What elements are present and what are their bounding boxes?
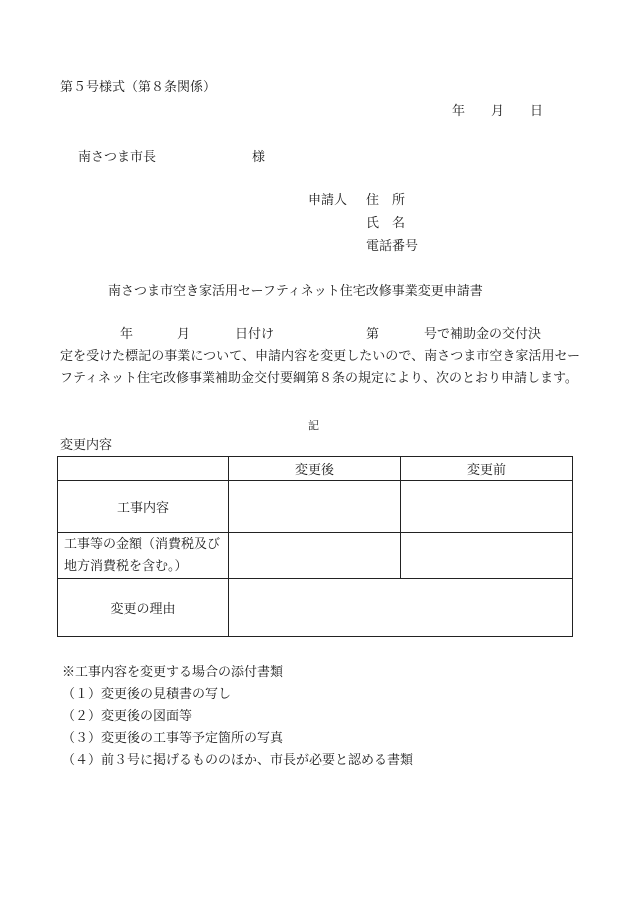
change-table bbox=[57, 456, 573, 637]
notes-item-1: （１）変更後の見積書の写し bbox=[62, 687, 232, 702]
row-reason-value bbox=[229, 579, 573, 637]
date-line: 年 月 日 bbox=[452, 104, 544, 119]
body-paragraph bbox=[60, 324, 580, 390]
notes-item-4: （４）前３号に掲げるもののほか、市長が必要と認める書類 bbox=[62, 753, 414, 768]
addressee-name: 南さつま市長 bbox=[78, 150, 157, 165]
table-row-work bbox=[58, 481, 573, 533]
applicant-label: 申請人 bbox=[308, 193, 348, 208]
applicant-phone-label: 電話番号 bbox=[366, 239, 419, 254]
row-amount-before bbox=[401, 533, 573, 579]
notes-item-2: （２）変更後の図面等 bbox=[62, 709, 193, 724]
body-month: 月 bbox=[177, 327, 191, 342]
applicant-address-label: 住 所 bbox=[366, 193, 406, 208]
body-date-suffix: 日付け bbox=[235, 327, 275, 342]
table-corner-cell bbox=[58, 457, 229, 481]
table-header-row bbox=[58, 457, 573, 481]
notes-heading: ※工事内容を変更する場合の添付書類 bbox=[62, 665, 284, 680]
applicant-name-label: 氏 名 bbox=[366, 216, 406, 231]
row-work-before bbox=[401, 481, 573, 533]
header-before: 変更前 bbox=[401, 457, 573, 481]
body-rest: 定を受けた標記の事業について、申請内容を変更したいので、南さつま市空き家活用セーフティネット住宅改修事業補助金交付要綱第８条の規定により、次のとおり申請します。 bbox=[60, 349, 580, 386]
row-work-after bbox=[229, 481, 401, 533]
table-row-reason bbox=[58, 579, 573, 637]
row-work-label: 工事内容 bbox=[58, 481, 229, 533]
header-after: 変更後 bbox=[229, 457, 401, 481]
ki-mark: 記 bbox=[308, 419, 319, 432]
form-number: 第５号様式（第８条関係） bbox=[60, 80, 217, 95]
body-number-suffix: 号で補助金の交付決 bbox=[424, 327, 542, 342]
notes-item-3: （３）変更後の工事等予定箇所の写真 bbox=[62, 731, 284, 746]
body-first-line bbox=[60, 324, 580, 346]
body-number-prefix: 第 bbox=[366, 327, 380, 342]
row-amount-label: 工事等の金額（消費税及び地方消費税を含む。） bbox=[58, 533, 229, 579]
section-label: 変更内容 bbox=[60, 438, 113, 453]
document-title: 南さつま市空き家活用セーフティネット住宅改修事業変更申請書 bbox=[108, 284, 483, 299]
body-year: 年 bbox=[120, 327, 134, 342]
row-reason-label: 変更の理由 bbox=[58, 579, 229, 637]
table-row-amount bbox=[58, 533, 573, 579]
attachment-notes bbox=[62, 662, 413, 772]
addressee-honorific: 様 bbox=[252, 150, 266, 165]
row-amount-after bbox=[229, 533, 401, 579]
